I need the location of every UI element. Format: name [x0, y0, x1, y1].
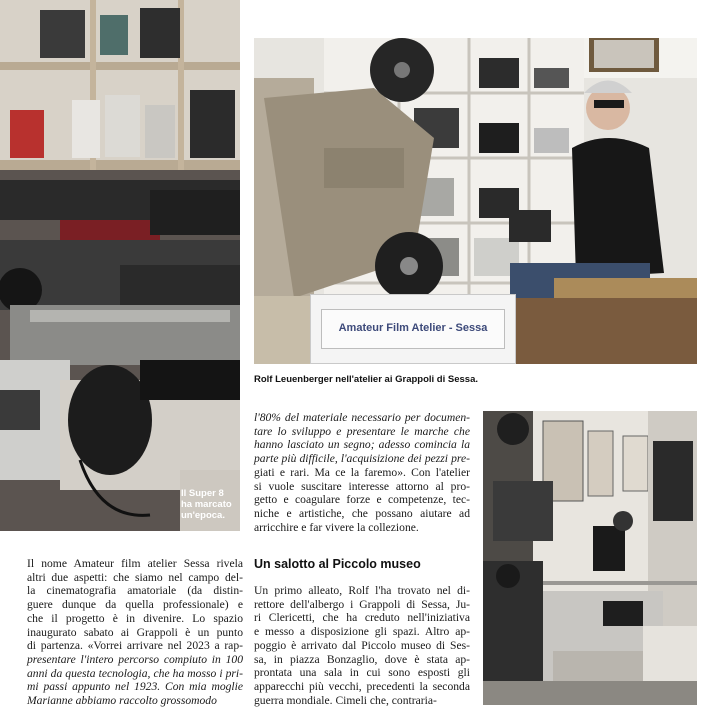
photo-left-caption — [181, 488, 232, 521]
column-mid-bottom-text — [254, 584, 470, 707]
text-line: che il progetto è in divenire. Lo spazio — [27, 611, 243, 625]
text-line: parte più difficile, l'acquisizione dei pezzi pre- — [254, 452, 470, 466]
text-line: anni da questa tecnologia, che ha mosso i pri- — [27, 666, 243, 680]
column-mid-top-text — [254, 411, 470, 534]
text-line: Un primo alleato, Rolf l'ha trovato nel di- — [254, 584, 470, 597]
text-line: apparecchi più vecchi, precedenti la seconda — [254, 679, 470, 693]
caption-line: Il Super 8 — [181, 488, 224, 499]
text-line: e messo a disposizione gli spazi. Altro ap- — [254, 625, 470, 639]
column-left-text — [27, 557, 243, 708]
text-line: guere dunque da quella professionale) e — [27, 598, 243, 612]
text-line: presentare l'intero percorso compiuto in 100 — [27, 652, 243, 666]
text-line: Marianne abbiamo raccolto grossomodo — [27, 694, 217, 708]
text-line: poggio è arrivato dal Piccolo museo di Ses- — [254, 638, 470, 652]
photo-rolf-atelier — [254, 38, 697, 364]
text-line: getto e coagulare forze e competenze, tec- — [254, 493, 470, 507]
atelier-sign — [310, 294, 516, 364]
text-line: la cinematografia amatoriale (da distin- — [27, 584, 243, 598]
text-line: giati e rari. Ma ce la faremo». Con l'atelier — [254, 465, 470, 479]
text-line: niche e artistiche, che possano aiutare ad — [254, 506, 470, 520]
text-line: di partenza. «Vorrei arrivare nel 2023 a rap- — [27, 639, 243, 653]
text-line: mi passi appunto nel 1923. Con mia moglie — [27, 680, 243, 694]
photo-piccolo-museo — [483, 411, 697, 705]
caption-line: un'epoca. — [181, 510, 225, 521]
section-subhead: Un salotto al Piccolo museo — [254, 557, 421, 571]
text-line: Il nome Amateur film atelier Sessa rivela — [27, 557, 243, 570]
text-line: sa, in piazza Bonzaglio, dove è stata ap- — [254, 652, 470, 666]
text-line: altri due aspetti: che siamo nel campo del- — [27, 570, 243, 584]
text-line: ri Clericetti, che ha creduto nell'iniziativa — [254, 611, 470, 625]
caption-line: ha marcato — [181, 499, 232, 510]
text-line: arricchire e far vivere la collezione. — [254, 520, 419, 534]
photo-cameras-collection — [0, 0, 240, 531]
text-line: hanno lasciato un segno; adesso comincia la — [254, 438, 470, 452]
text-line: inaugurato sabato ai Grappoli è un punto — [27, 625, 243, 639]
text-line: l'80% del materiale necessario per documen- — [254, 411, 470, 424]
text-line: rettore dell'albergo i Grappoli di Sessa, Ju- — [254, 597, 470, 611]
text-line: guerra mondiale. Cimeli che, contraria- — [254, 693, 437, 707]
text-line: si vuole suscitare interesse attorno al pro- — [254, 479, 470, 493]
atelier-sign-text: Amateur Film Atelier - Sessa — [338, 322, 488, 334]
text-line: tare lo sviluppo e presentare le marche che — [254, 424, 470, 438]
photo-caption: Rolf Leuenberger nell'atelier ai Grappoli di Sessa. — [254, 374, 478, 385]
text-line: prontata una sala in cui sono esposti gli — [254, 666, 470, 680]
